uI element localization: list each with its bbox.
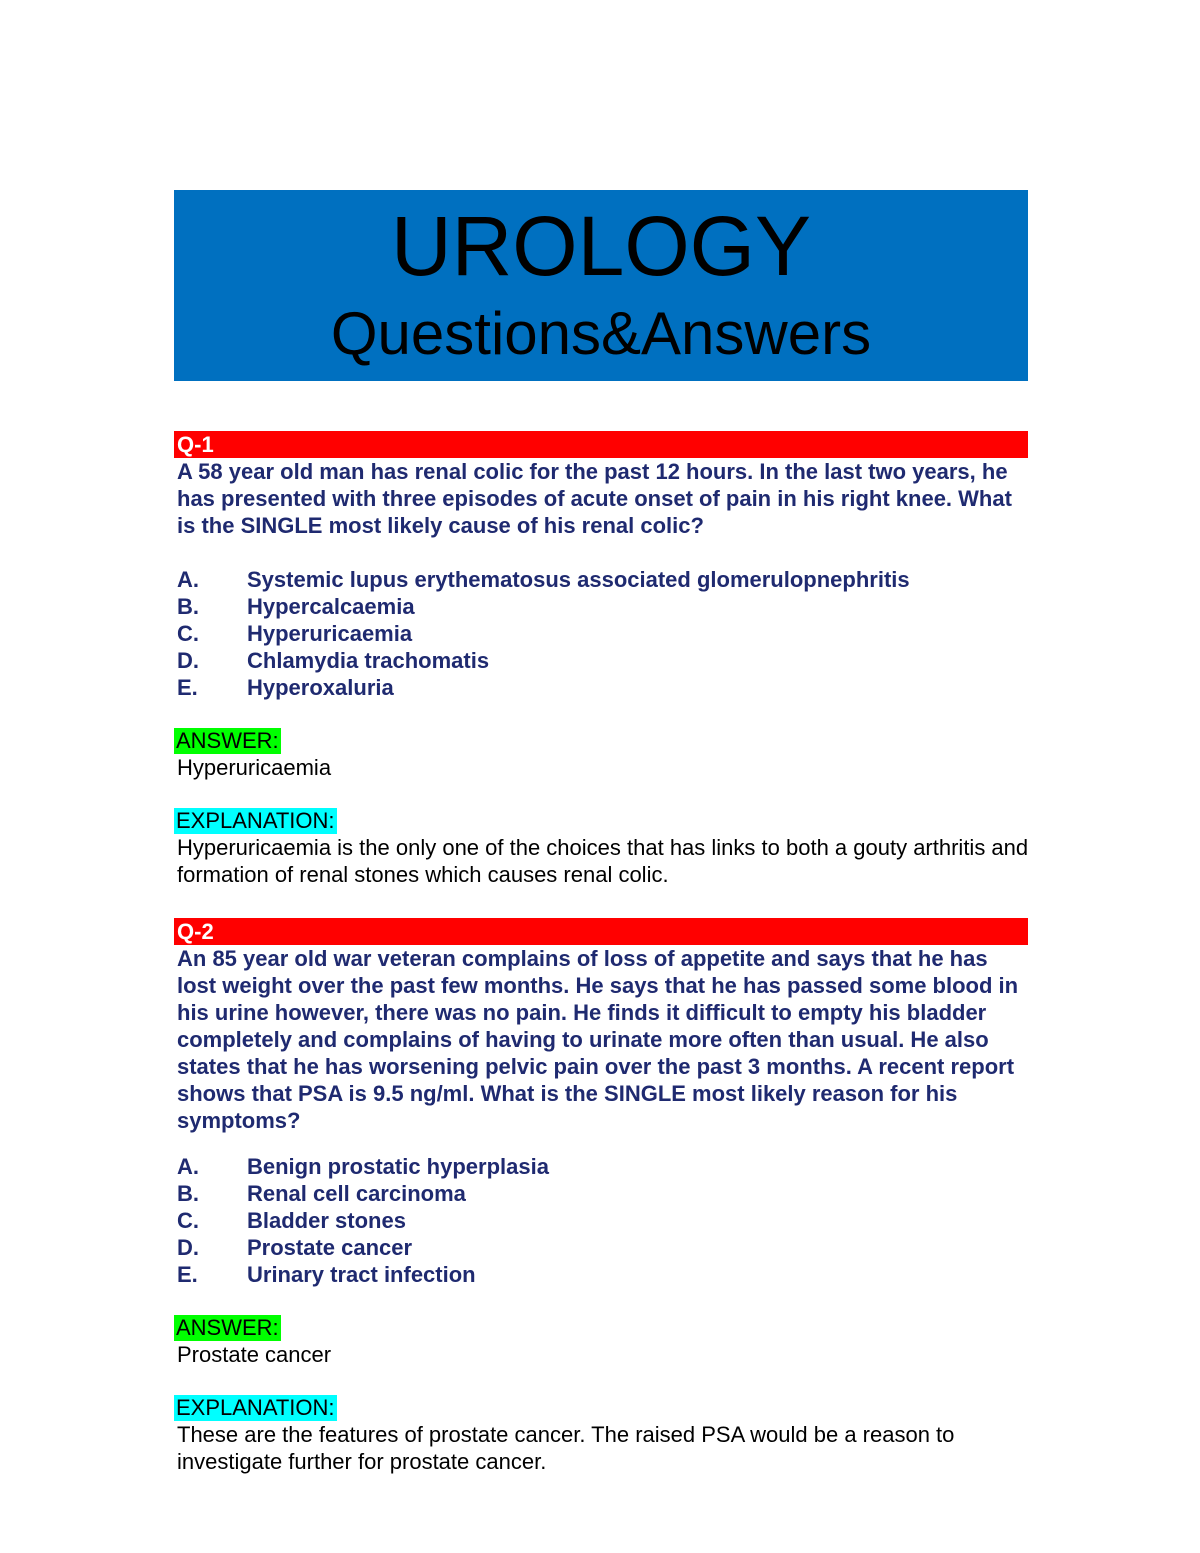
- document-subtitle: Questions&Answers: [330, 300, 872, 367]
- option-item: [174, 1180, 1030, 1207]
- explanation-section: [174, 1395, 1030, 1475]
- question-header: Q-2: [174, 918, 1028, 945]
- question-block-2: [174, 918, 1030, 1475]
- option-item: [174, 647, 1030, 674]
- option-letter: E.: [177, 675, 198, 700]
- option-item: [174, 1261, 1030, 1288]
- answer-label: ANSWER:: [176, 1315, 279, 1340]
- answer-section: [174, 728, 1030, 781]
- option-letter: C.: [177, 1208, 199, 1233]
- option-letter: A.: [177, 1154, 199, 1179]
- option-letter: A.: [177, 567, 199, 592]
- option-letter: C.: [177, 621, 199, 646]
- answer-section: [174, 1315, 1030, 1368]
- options-list: [174, 1153, 1030, 1288]
- document-title: UROLOGY: [390, 199, 812, 293]
- explanation-label: EXPLANATION:: [176, 1395, 335, 1420]
- option-text: Benign prostatic hyperplasia: [247, 1154, 549, 1179]
- explanation-text: These are the features of prostate cancer. The raised PSA would be a reason to investigate further for prostate cancer.: [177, 1422, 955, 1474]
- option-letter: D.: [177, 648, 199, 673]
- question-block-1: [174, 431, 1030, 888]
- question-header: Q-1: [174, 431, 1028, 458]
- option-item: [174, 674, 1030, 701]
- option-item: [174, 1207, 1030, 1234]
- option-letter: E.: [177, 1262, 198, 1287]
- option-text: Systemic lupus erythematosus associated glomerulopnephritis: [247, 567, 910, 592]
- option-item: [174, 1234, 1030, 1261]
- option-letter: B.: [177, 594, 199, 619]
- explanation-text: Hyperuricaemia is the only one of the choices that has links to both a gouty arthritis and formation of renal stones which causes renal colic.: [177, 835, 1029, 887]
- option-item: [174, 1153, 1030, 1180]
- option-item: [174, 566, 1030, 593]
- option-item: [174, 620, 1030, 647]
- answer-text: Hyperuricaemia: [177, 755, 332, 780]
- question-text: A 58 year old man has renal colic for the past 12 hours. In the last two years, he has presented with three episodes of acute onset of pain in his right knee. What is the SINGLE most likely cause of his renal colic?: [177, 459, 1012, 538]
- option-text: Hyperuricaemia: [247, 621, 413, 646]
- option-text: Hyperoxaluria: [247, 675, 394, 700]
- options-list: [174, 566, 1030, 701]
- question-text: An 85 year old war veteran complains of loss of appetite and says that he has lost weight over the past few months. He says that he has passed some blood in his urine however, there was no pain. He finds it difficult to empty his bladder completely and complains of having to urinate more often than usual. He also states that he has worsening pelvic pain over the past 3 months. A recent report shows that PSA is 9.5 ng/ml. What is the SINGLE most likely reason for his symptoms?: [177, 946, 1019, 1133]
- answer-label: ANSWER:: [176, 728, 279, 753]
- option-text: Hypercalcaemia: [247, 594, 415, 619]
- option-text: Prostate cancer: [247, 1235, 413, 1260]
- option-item: [174, 593, 1030, 620]
- explanation-section: [174, 808, 1030, 888]
- explanation-label: EXPLANATION:: [176, 808, 335, 833]
- answer-text: Prostate cancer: [177, 1342, 332, 1367]
- title-banner: [174, 190, 1028, 381]
- option-letter: B.: [177, 1181, 199, 1206]
- option-text: Chlamydia trachomatis: [247, 648, 490, 673]
- option-letter: D.: [177, 1235, 199, 1260]
- option-text: Bladder stones: [247, 1208, 406, 1233]
- option-text: Urinary tract infection: [247, 1262, 476, 1287]
- option-text: Renal cell carcinoma: [247, 1181, 466, 1206]
